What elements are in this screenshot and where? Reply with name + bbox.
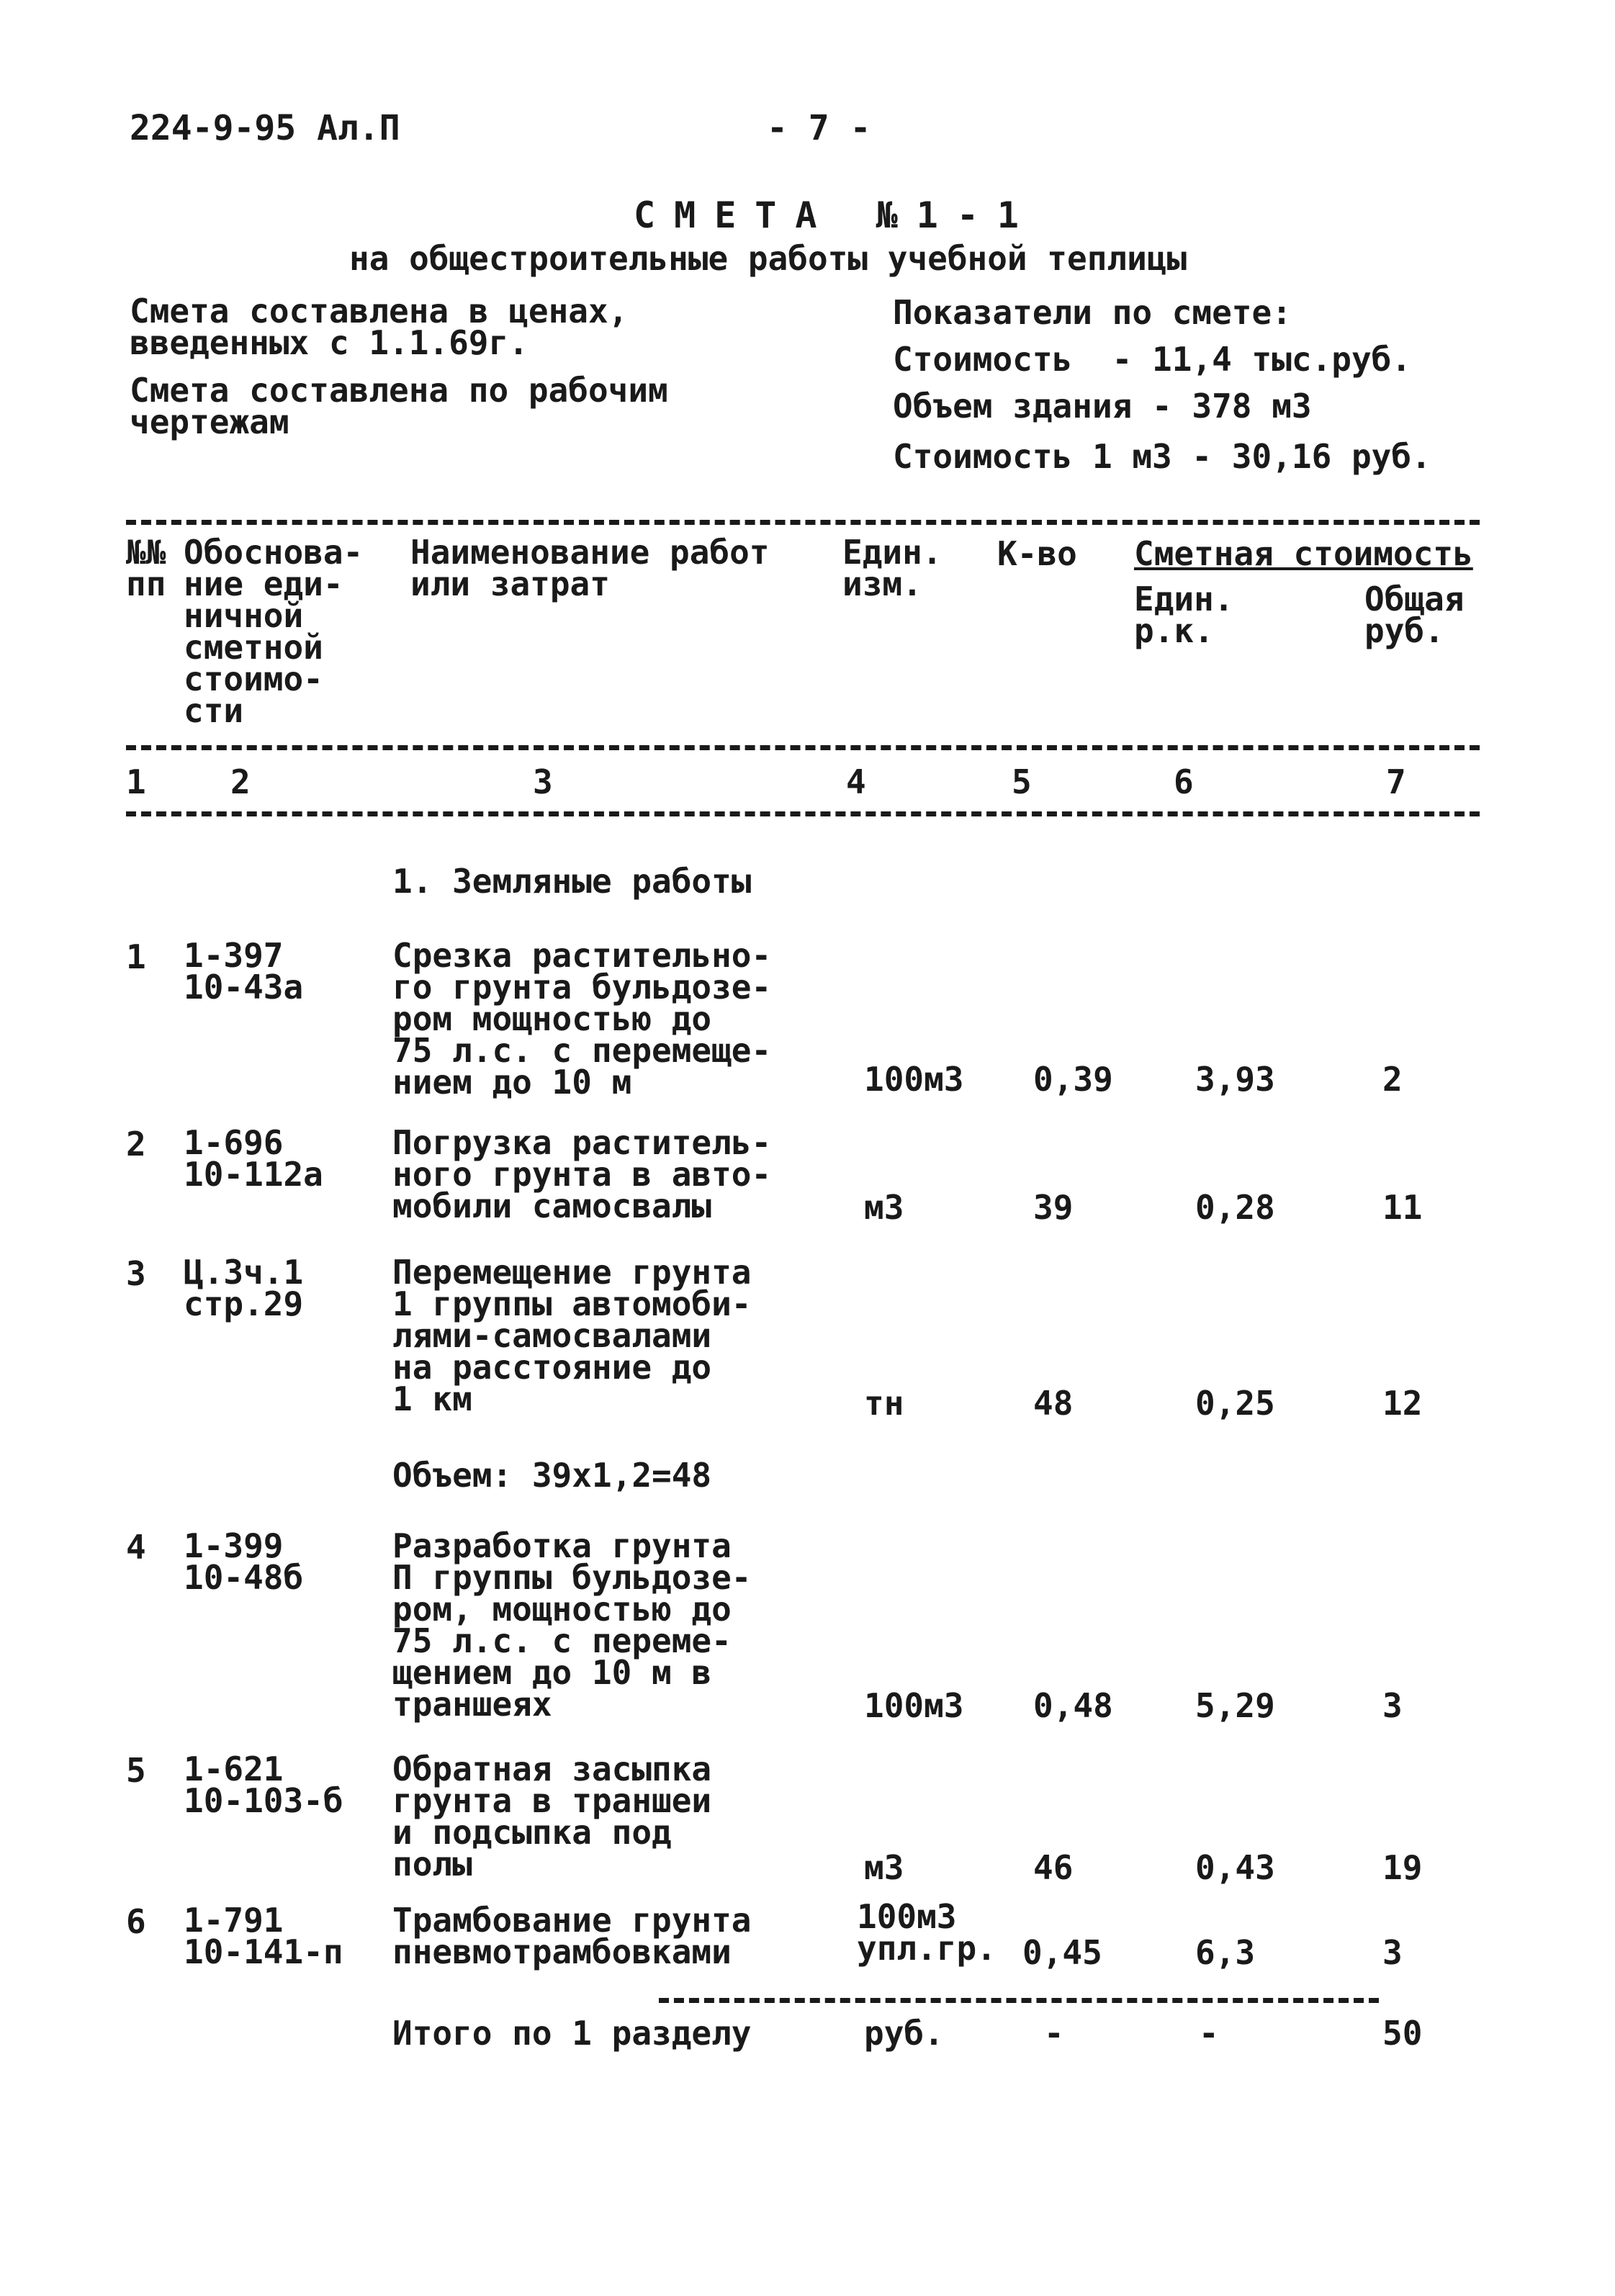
row-unit-cost: 5,29 <box>1195 1686 1275 1725</box>
row-qty: 0,39 <box>1033 1060 1113 1099</box>
row-name: Погрузка раститель- ного грунта в авто- мобили самосвалы <box>392 1123 772 1225</box>
totals-rule <box>659 1998 1379 2003</box>
section-total-amount: 50 <box>1382 2014 1423 2053</box>
row-unit-cost: 3,93 <box>1195 1060 1275 1099</box>
row-unit-cost: 0,43 <box>1195 1848 1275 1887</box>
row-basis: 1-696 10-112а <box>184 1123 323 1194</box>
row-basis: Ц.3ч.1 стр.29 <box>184 1253 304 1323</box>
header-rule-top <box>126 520 1480 525</box>
col-header-unit-cost: Един. р.к. <box>1134 580 1234 650</box>
row-qty: 46 <box>1033 1848 1074 1887</box>
col-header-qty: К-во <box>997 534 1077 573</box>
row-total: 2 <box>1382 1060 1403 1099</box>
row-total: 19 <box>1382 1848 1423 1887</box>
section-total-unit: руб. <box>864 2014 944 2053</box>
row-unit: 100м3 <box>864 1686 964 1725</box>
indicator-cost-per-m3: Стоимость 1 м3 - 30,16 руб. <box>893 437 1431 476</box>
col-number-3: 3 <box>533 762 553 801</box>
row-unit-cost: 0,25 <box>1195 1384 1275 1423</box>
col-number-4: 4 <box>846 762 866 801</box>
row-name: Трамбование грунта пневмотрамбовками <box>392 1901 752 1971</box>
col-header-basis: Обоснова- ние еди- ничной сметной стоимо- сти <box>184 533 364 730</box>
indicators-heading: Показатели по смете: <box>893 293 1292 332</box>
row-name: Срезка растительно- го грунта бульдозе- ром мощностью до 75 л.с. с перемеще- нием до 10 м <box>392 936 772 1102</box>
col-number-7: 7 <box>1386 762 1406 801</box>
document-code: 224-9-95 Ал.П <box>130 108 400 148</box>
row-qty: 48 <box>1033 1384 1074 1423</box>
header-rule-middle <box>126 745 1480 750</box>
row-basis: 1-621 10-103-б <box>184 1750 343 1820</box>
row-number: 1 <box>126 937 146 976</box>
col-header-number: №№ пп <box>126 533 166 603</box>
col-header-total: Общая руб. <box>1364 580 1465 650</box>
document-subtitle: на общестроительные работы учебной теплицы <box>349 239 1187 278</box>
row-number: 3 <box>126 1254 146 1293</box>
section-total-unit-cost: - <box>1199 2014 1219 2053</box>
indicator-volume: Объем здания - 378 м3 <box>893 387 1312 426</box>
row-unit-cost: 0,28 <box>1195 1188 1275 1227</box>
col-header-cost-group: Сметная стоимость <box>1134 534 1473 573</box>
row-total: 3 <box>1382 1686 1403 1725</box>
document-title: СМЕТА №1-1 <box>634 194 1038 236</box>
section-total-label: Итого по 1 разделу <box>392 2014 752 2053</box>
row-number: 4 <box>126 1528 146 1567</box>
row-unit: тн <box>864 1384 904 1423</box>
row-unit: м3 <box>864 1188 904 1227</box>
row-unit: 100м3 <box>864 1060 964 1099</box>
drawings-note: Смета составлена по рабочим чертежам <box>130 371 668 441</box>
page-number: - 7 - <box>767 108 871 148</box>
row-qty: 0,45 <box>1022 1933 1102 1972</box>
row-basis: 1-399 10-48б <box>184 1526 304 1597</box>
row-name: Перемещение грунта 1 группы автомоби- лями-самосвалами на расстояние до 1 км <box>392 1253 752 1418</box>
col-number-2: 2 <box>230 762 251 801</box>
row-unit: 100м3 упл.гр. <box>857 1897 997 1968</box>
row-unit-cost: 6,3 <box>1195 1933 1256 1972</box>
col-number-1: 1 <box>126 762 146 801</box>
row-total: 3 <box>1382 1933 1403 1972</box>
header-rule-bottom <box>126 811 1480 816</box>
row-number: 5 <box>126 1751 146 1790</box>
col-header-name: Наименование работ или затрат <box>410 533 770 603</box>
row-name: Разработка грунта П группы бульдозе- ром, мощностью до 75 л.с. с переме- щением до 10 м в траншеях <box>392 1526 752 1724</box>
col-number-6: 6 <box>1174 762 1194 801</box>
row-number: 6 <box>126 1902 146 1941</box>
row-name: Обратная засыпка грунта в траншеи и подсыпка под полы <box>392 1750 712 1883</box>
row-number: 2 <box>126 1125 146 1163</box>
row-qty: 39 <box>1033 1188 1074 1227</box>
row-basis: 1-791 10-141-п <box>184 1901 343 1971</box>
row-unit: м3 <box>864 1848 904 1887</box>
section-total-qty: - <box>1044 2014 1064 2053</box>
row-total: 12 <box>1382 1384 1423 1423</box>
col-number-5: 5 <box>1012 762 1032 801</box>
volume-calculation-note: Объем: 39x1,2=48 <box>392 1456 712 1495</box>
indicator-cost: Стоимость - 11,4 тыс.руб. <box>893 340 1412 379</box>
section-title: 1. Земляные работы <box>392 862 752 901</box>
row-basis: 1-397 10-43а <box>184 936 304 1007</box>
row-total: 11 <box>1382 1188 1423 1227</box>
col-header-unit: Един. изм. <box>842 533 943 603</box>
row-qty: 0,48 <box>1033 1686 1113 1725</box>
prices-note: Смета составлена в ценах, введенных с 1.1.69г. <box>130 292 629 362</box>
